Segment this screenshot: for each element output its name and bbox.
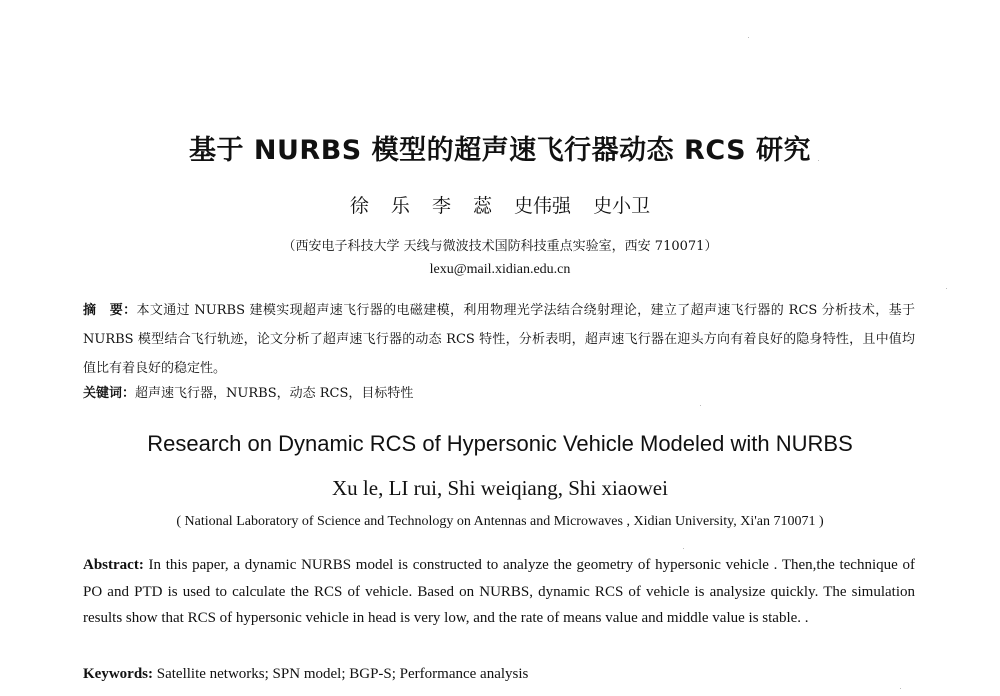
chinese-keywords-label: 关键词： (83, 386, 136, 401)
english-abstract (83, 552, 915, 632)
scan-speck (748, 37, 749, 38)
scan-speck (946, 288, 947, 289)
english-keywords (83, 664, 915, 684)
chinese-title: 基于 NURBS 模型的超声速飞行器动态 RCS 研究 (189, 135, 811, 166)
chinese-authors: 徐 乐 李 蕊 史伟强 史小卫 (349, 195, 651, 217)
english-keywords-label: Keywords: (83, 666, 153, 682)
scan-speck (900, 688, 901, 689)
english-abstract-text: In this paper, a dynamic NURBS model is constructed to analyze the geometry of hypersonic vehicle . Then,the technique of PO and PTD is used to calculate the RCS of vehicle. Based on NURBS, dynamic RCS of vehicle is analysize quickly. The simulation results show that RCS of hypersonic vehicle in head is very low, and the rate of means value and middle value is stable. . (83, 557, 915, 626)
chinese-keywords (83, 383, 915, 405)
scan-speck (683, 548, 684, 549)
english-title: Research on Dynamic RCS of Hypersonic Vehicle Modeled with NURBS (147, 431, 853, 456)
english-abstract-label: Abstract: (83, 557, 144, 573)
scan-speck (818, 160, 819, 161)
english-authors: Xu le, LI rui, Shi weiqiang, Shi xiaowei (332, 476, 668, 500)
chinese-abstract-label: 摘 要： (83, 303, 137, 318)
chinese-keywords-text: 超声速飞行器，NURBS，动态 RCS，目标特性 (135, 386, 414, 401)
scan-speck (700, 405, 701, 406)
english-keywords-text: Satellite networks; SPN model; BGP-S; Performance analysis (153, 666, 529, 682)
chinese-abstract (83, 296, 915, 383)
chinese-affiliation: （西安电子科技大学 天线与微波技术国防科技重点实验室，西安 710071） (282, 239, 718, 254)
english-affiliation: ( National Laboratory of Science and Technology on Antennas and Microwaves , Xidian University, Xi'an 710071 ) (176, 514, 824, 529)
author-email: lexu@mail.xidian.edu.cn (429, 262, 571, 277)
chinese-abstract-text: 本文通过 NURBS 建模实现超声速飞行器的电磁建模，利用物理光学法结合绕射理论，建立了超声速飞行器的 RCS 分析技术，基于 NURBS 模型结合飞行轨迹，论文分析了超声速飞行器的动态 RCS 特性，分析表明，超声速飞行器在迎头方向有着良好的隐身特性，且中值均值比有着良好的稳定性。 (83, 303, 915, 376)
